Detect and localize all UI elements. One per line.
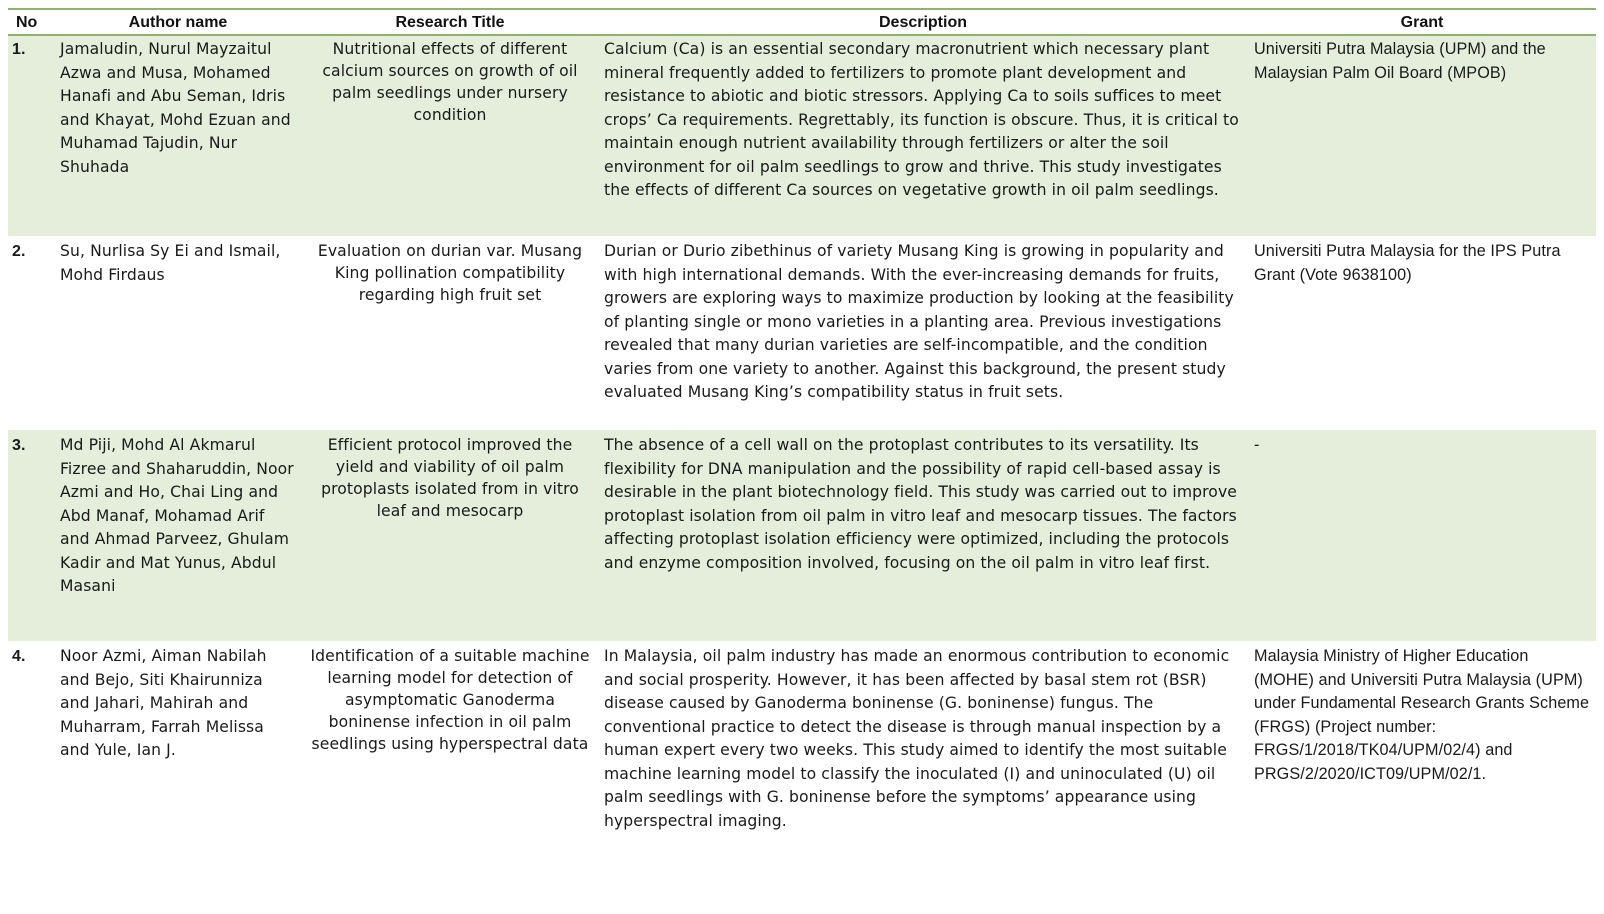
description-cell: Durian or Durio zibethinus of variety Musang King is growing in popularity and with high international demands. With the ever-increasing demands for fruits, growers are exploring ways to maximize production by looking at the feasibility of planting single or mono varieties in a planting area. Previous investigations revealed that many durian varieties are self-incompatible, and the condition varies from one variety to another. Against this background, the present study evaluated Musang King’s compatibility status in fruit sets. — [598, 236, 1248, 430]
header-grant: Grant — [1248, 9, 1596, 35]
title-cell: Nutritional effects of different calcium sources on growth of oil palm seedlings under nursery condition — [302, 35, 598, 236]
header-author: Author name — [54, 9, 302, 35]
title-cell: Efficient protocol improved the yield and viability of oil palm protoplasts isolated from in vitro leaf and mesocarp — [302, 430, 598, 641]
table-row — [8, 641, 1596, 855]
description-cell: In Malaysia, oil palm industry has made an enormous contribution to economic and social prosperity. However, it has been affected by basal stem rot (BSR) disease caused by Ganoderma boninense (G. boninense) fungus. The conventional practice to detect the disease is through manual inspection by a human expert every two weeks. This study aimed to identify the most suitable machine learning model to classify the inoculated (I) and uninoculated (U) oil palm seedlings with G. boninense before the symptoms’ appearance using hyperspectral imaging. — [598, 641, 1248, 855]
title-cell: Evaluation on durian var. Musang King pollination compatibility regarding high fruit set — [302, 236, 598, 430]
table-header — [8, 9, 1596, 35]
research-table — [8, 8, 1596, 855]
row-number: 2. — [8, 236, 54, 430]
table-row — [8, 430, 1596, 641]
grant-cell: Universiti Putra Malaysia for the IPS Putra Grant (Vote 9638100) — [1248, 236, 1596, 430]
header-row — [8, 9, 1596, 35]
title-cell: Identification of a suitable machine learning model for detection of asymptomatic Ganoderma boninense infection in oil palm seedlings using hyperspectral data — [302, 641, 598, 855]
grant-cell: Universiti Putra Malaysia (UPM) and the Malaysian Palm Oil Board (MPOB) — [1248, 35, 1596, 236]
table-row — [8, 236, 1596, 430]
description-cell: The absence of a cell wall on the protoplast contributes to its versatility. Its flexibility for DNA manipulation and the possibility of rapid cell-based assay is desirable in the plant biotechnology field. This study was carried out to improve protoplast isolation from oil palm in vitro leaf and mesocarp tissues. The factors affecting protoplast isolation efficiency were optimized, including the protocols and enzyme composition involved, focusing on the oil palm in vitro leaf first. — [598, 430, 1248, 641]
header-no: No — [8, 9, 54, 35]
row-number: 3. — [8, 430, 54, 641]
row-number: 4. — [8, 641, 54, 855]
header-title: Research Title — [302, 9, 598, 35]
header-description: Description — [598, 9, 1248, 35]
author-cell: Su, Nurlisa Sy Ei and Ismail, Mohd Firdaus — [54, 236, 302, 430]
author-cell: Noor Azmi, Aiman Nabilah and Bejo, Siti Khairunniza and Jahari, Mahirah and Muharram, Farrah Melissa and Yule, Ian J. — [54, 641, 302, 855]
author-cell: Md Piji, Mohd Al Akmarul Fizree and Shaharuddin, Noor Azmi and Ho, Chai Ling and Abd Manaf, Mohamad Arif and Ahmad Parveez, Ghulam Kadir and Mat Yunus, Abdul Masani — [54, 430, 302, 641]
grant-cell: - — [1248, 430, 1596, 641]
row-number: 1. — [8, 35, 54, 236]
author-cell: Jamaludin, Nurul Mayzaitul Azwa and Musa, Mohamed Hanafi and Abu Seman, Idris and Khayat, Mohd Ezuan and Muhamad Tajudin, Nur Shuhada — [54, 35, 302, 236]
description-cell: Calcium (Ca) is an essential secondary macronutrient which necessary plant mineral frequently added to fertilizers to promote plant development and resistance to abiotic and biotic stressors. Applying Ca to soils suffices to meet crops’ Ca requirements. Regrettably, its function is obscure. Thus, it is critical to maintain enough nutrient availability through fertilizers or alter the soil environment for oil palm seedlings to grow and thrive. This study investigates the effects of different Ca sources on vegetative growth in oil palm seedlings. — [598, 35, 1248, 236]
grant-cell: Malaysia Ministry of Higher Education (MOHE) and Universiti Putra Malaysia (UPM) under Fundamental Research Grants Scheme (FRGS) (Project number: FRGS/1/2018/TK04/UPM/02/4) and PRGS/2/2020/ICT09/UPM/02/1. — [1248, 641, 1596, 855]
table-body — [8, 35, 1596, 855]
table-row — [8, 35, 1596, 236]
